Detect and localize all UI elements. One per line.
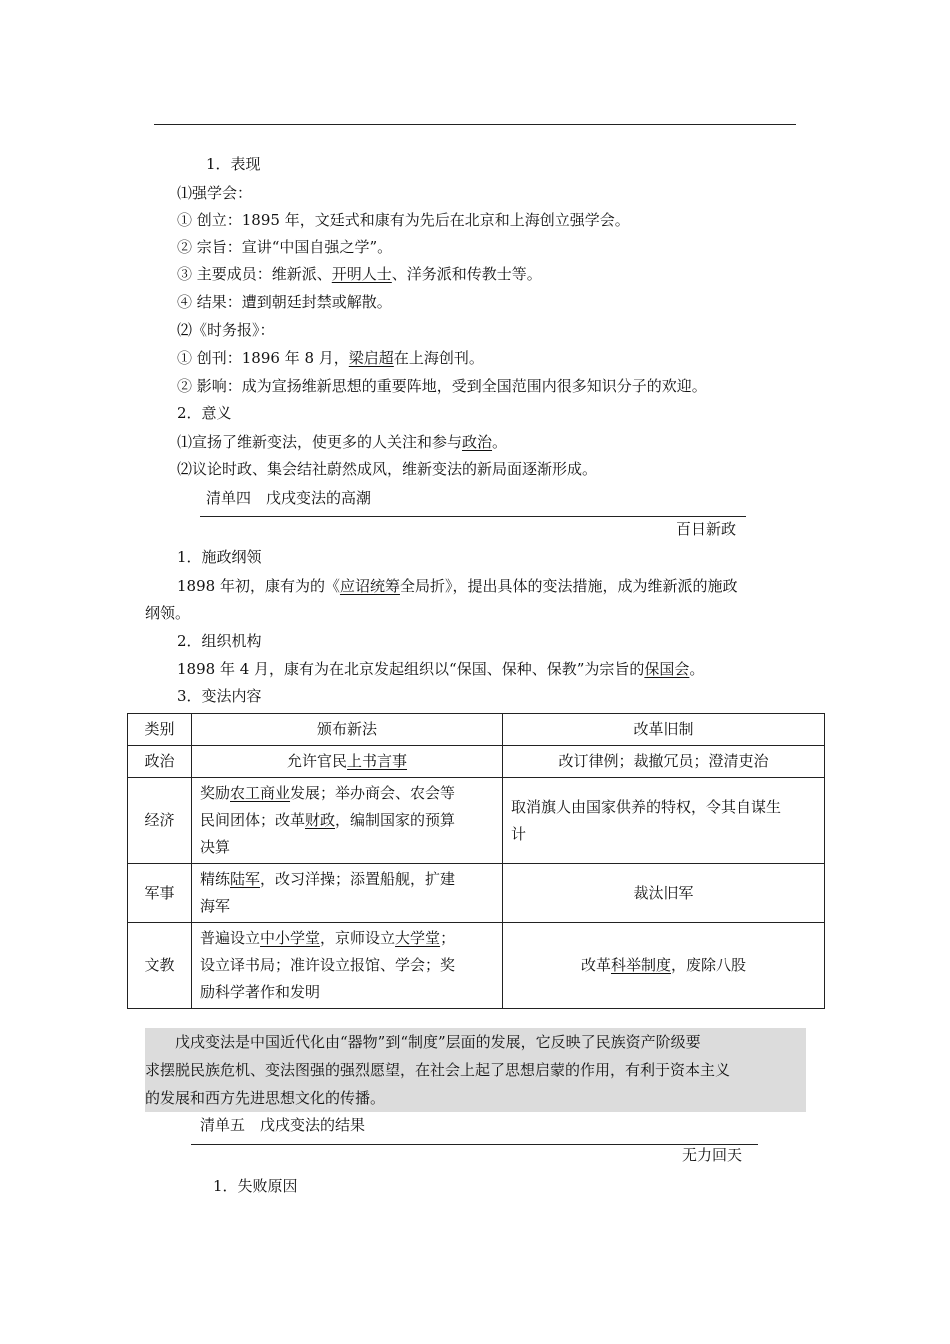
section-heading: 2．组织机构	[177, 632, 262, 650]
table-header-cell: 改革旧制	[503, 714, 825, 746]
list-heading-rule	[191, 1144, 758, 1145]
keyword: 应诏统筹	[339, 577, 400, 595]
keyword: 大学堂	[395, 929, 441, 947]
table-cell: 改订律例；裁撤冗员；澄清吏治	[503, 746, 825, 778]
section-heading: 1．施政纲领	[177, 548, 262, 566]
keyword: 上书言事	[347, 752, 408, 770]
list-heading: 清单五 戊戌变法的结果	[200, 1116, 366, 1134]
table-cell: 政治	[128, 746, 192, 778]
table-cell: 普遍设立中小学堂，京师设立大学堂； 设立译书局；准许设立报馆、学会；奖 励科学著作和发明	[192, 923, 503, 1009]
table-header-row	[128, 714, 825, 746]
table-header-cell: 颁布新法	[192, 714, 503, 746]
summary-line: 求摆脱民族危机、变法图强的强烈愿望，在社会上起了思想启蒙的作用，有利于资本主义	[145, 1061, 731, 1079]
list-subheading: 无力回天	[682, 1146, 743, 1164]
table-cell: 军事	[128, 864, 192, 923]
paragraph-line: 1898 年 4 月，康有为在北京发起组织以“保国、保种、保教”为宗旨的保国会。	[177, 660, 705, 678]
table-cell: 奖励农工商业发展；举办商会、农会等 民间团体；改革财政，编制国家的预算 决算	[192, 778, 503, 864]
qiangxuehui-item: ④ 结果：遭到朝廷封禁或解散。	[177, 293, 392, 311]
section-heading: 1．失败原因	[213, 1177, 298, 1195]
qiangxuehui-title: ⑴强学会：	[177, 184, 253, 202]
table-cell: 文教	[128, 923, 192, 1009]
significance-item: ⑴宣扬了维新变法，使更多的人关注和参与政治。	[177, 433, 508, 451]
keyword: 中小学堂	[260, 929, 321, 947]
keyword: 陆军	[230, 870, 261, 888]
section-heading: 1．表现	[206, 155, 261, 173]
reform-table	[127, 713, 825, 1009]
keyword: 财政	[305, 811, 336, 829]
qiangxuehui-item: ③ 主要成员：维新派、开明人士、洋务派和传教士等。	[177, 265, 542, 283]
shiwubao-item: ② 影响：成为宣扬维新思想的重要阵地，受到全国范围内很多知识分子的欢迎。	[177, 377, 707, 395]
table-cell: 裁汰旧军	[503, 864, 825, 923]
header-rule	[154, 124, 796, 125]
table-cell: 精练陆军，改习洋操；添置船舰，扩建 海军	[192, 864, 503, 923]
summary-line: 的发展和西方先进思想文化的传播。	[145, 1089, 386, 1107]
keyword: 科举制度	[610, 956, 671, 974]
table-header-cell: 类别	[128, 714, 192, 746]
keyword: 政治	[462, 433, 493, 451]
section-heading: 2．意义	[177, 404, 232, 422]
paragraph-line: 纲领。	[145, 604, 191, 622]
keyword: 梁启超	[348, 349, 394, 367]
keyword: 农工商业	[230, 784, 291, 802]
qiangxuehui-item: ① 创立：1895 年，文廷式和康有为先后在北京和上海创立强学会。	[177, 211, 630, 229]
qiangxuehui-item: ② 宗旨：宣讲“中国自强之学”。	[177, 238, 393, 256]
list-heading: 清单四 戊戌变法的高潮	[206, 489, 372, 507]
table-cell: 经济	[128, 778, 192, 864]
summary-line: 戊戌变法是中国近代化由“器物”到“制度”层面的发展，它反映了民族资产阶级要	[145, 1033, 701, 1051]
shiwubao-title: ⑵《时务报》：	[177, 321, 275, 339]
table-row	[128, 864, 825, 923]
table-cell: 允许官民上书言事	[192, 746, 503, 778]
section-heading: 3．变法内容	[177, 687, 262, 705]
table-row	[128, 746, 825, 778]
list-subheading: 百日新政	[676, 520, 737, 538]
table-row	[128, 778, 825, 864]
keyword: 保国会	[644, 660, 690, 678]
table-cell: 取消旗人由国家供养的特权，令其自谋生 计	[503, 778, 825, 864]
shiwubao-item: ① 创刊：1896 年 8 月，梁启超在上海创刊。	[177, 349, 484, 367]
keyword: 开明人士	[331, 265, 392, 283]
table-row	[128, 923, 825, 1009]
list-heading-rule	[200, 516, 746, 517]
summary-box	[145, 1028, 806, 1112]
significance-item: ⑵议论时政、集会结社蔚然成风，维新变法的新局面逐渐形成。	[177, 460, 598, 478]
paragraph-line: 1898 年初，康有为的《应诏统筹全局折》，提出具体的变法措施，成为维新派的施政	[177, 577, 738, 595]
table-cell: 改革科举制度，废除八股	[503, 923, 825, 1009]
